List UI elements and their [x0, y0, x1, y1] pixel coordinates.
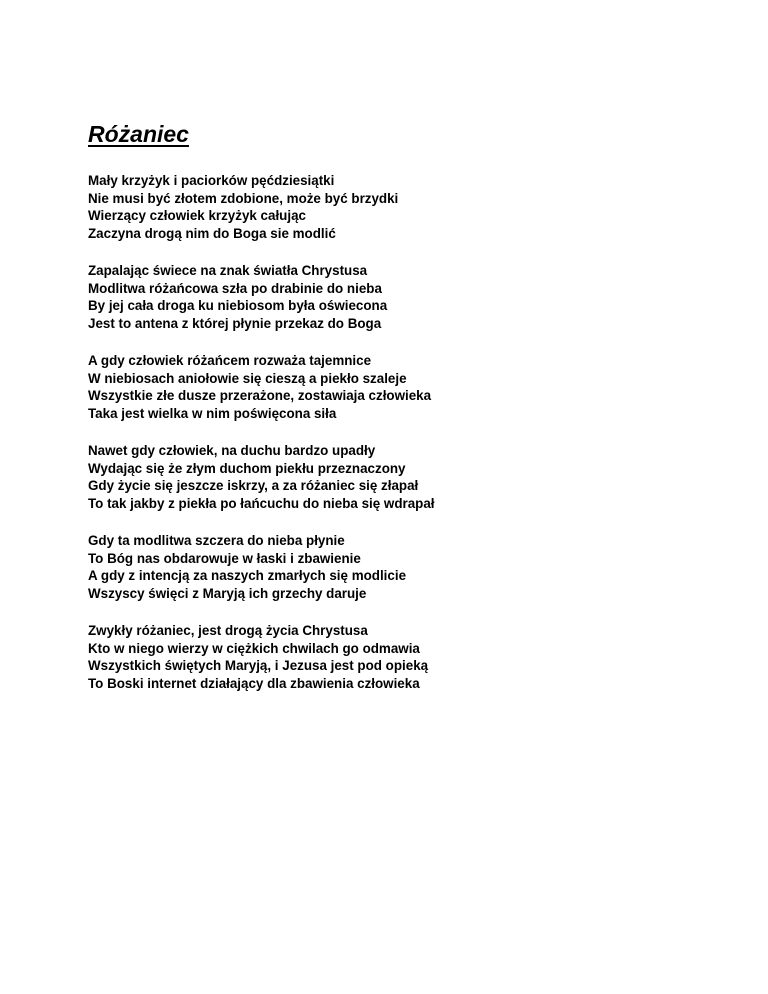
poem-line: Wydając się że złym duchom piekłu przeznaczony: [88, 460, 406, 476]
poem-line: Zaczyna drogą nim do Boga sie modlić: [88, 225, 336, 241]
poem-line: Nie musi być złotem zdobione, może być brzydki: [88, 190, 399, 206]
poem-line: Wszyscy święci z Maryją ich grzechy daruje: [88, 585, 367, 601]
stanza-6: [88, 622, 708, 692]
stanza-1: [88, 172, 708, 242]
poem-line: Nawet gdy człowiek, na duchu bardzo upadły: [88, 443, 376, 458]
stanza-2: [88, 262, 708, 332]
poem-line: W niebiosach aniołowie się cieszą a piekło szaleje: [88, 370, 407, 386]
poem-line: Kto w niego wierzy w ciężkich chwilach go odmawia: [88, 640, 420, 656]
poem-line: Modlitwa różańcowa szła po drabinie do nieba: [88, 280, 382, 296]
stanza-5: [88, 532, 708, 602]
poem-line: Mały krzyżyk i paciorków pęćdziesiątki: [88, 173, 335, 188]
poem-line: Zwykły różaniec, jest drogą życia Chrystusa: [88, 623, 368, 638]
poem-line: Wierzący człowiek krzyżyk całując: [88, 208, 306, 223]
poem-line: Taka jest wielka w nim poświęcona siła: [88, 405, 337, 421]
stanza-4: [88, 442, 708, 512]
poem-line: To Bóg nas obdarowuje w łaski i zbawienie: [88, 550, 361, 566]
poem-line: Jest to antena z której płynie przekaz do Boga: [88, 315, 382, 331]
poem-title: Różaniec: [88, 121, 189, 147]
document-page: [88, 120, 708, 712]
poem-line: To Boski internet działający dla zbawienia człowieka: [88, 675, 420, 691]
poem-line: A gdy człowiek różańcem rozważa tajemnice: [88, 353, 372, 368]
stanza-3: [88, 352, 708, 422]
poem-line: To tak jakby z piekła po łańcuchu do nieba się wdrapał: [88, 495, 435, 511]
poem-line: Gdy ta modlitwa szczera do nieba płynie: [88, 533, 345, 548]
poem-line: Wszystkich świętych Maryją, i Jezusa jest pod opieką: [88, 658, 429, 673]
poem-line: By jej cała droga ku niebiosom była oświecona: [88, 298, 388, 313]
poem-line: Wszystkie złe dusze przerażone, zostawiaja człowieka: [88, 388, 432, 403]
poem-line: Gdy życie się jeszcze iskrzy, a za różaniec się złapał: [88, 478, 419, 493]
poem-line: A gdy z intencją za naszych zmarłych się modlicie: [88, 568, 407, 583]
poem-line: Zapalając świece na znak światła Chrystusa: [88, 263, 368, 278]
